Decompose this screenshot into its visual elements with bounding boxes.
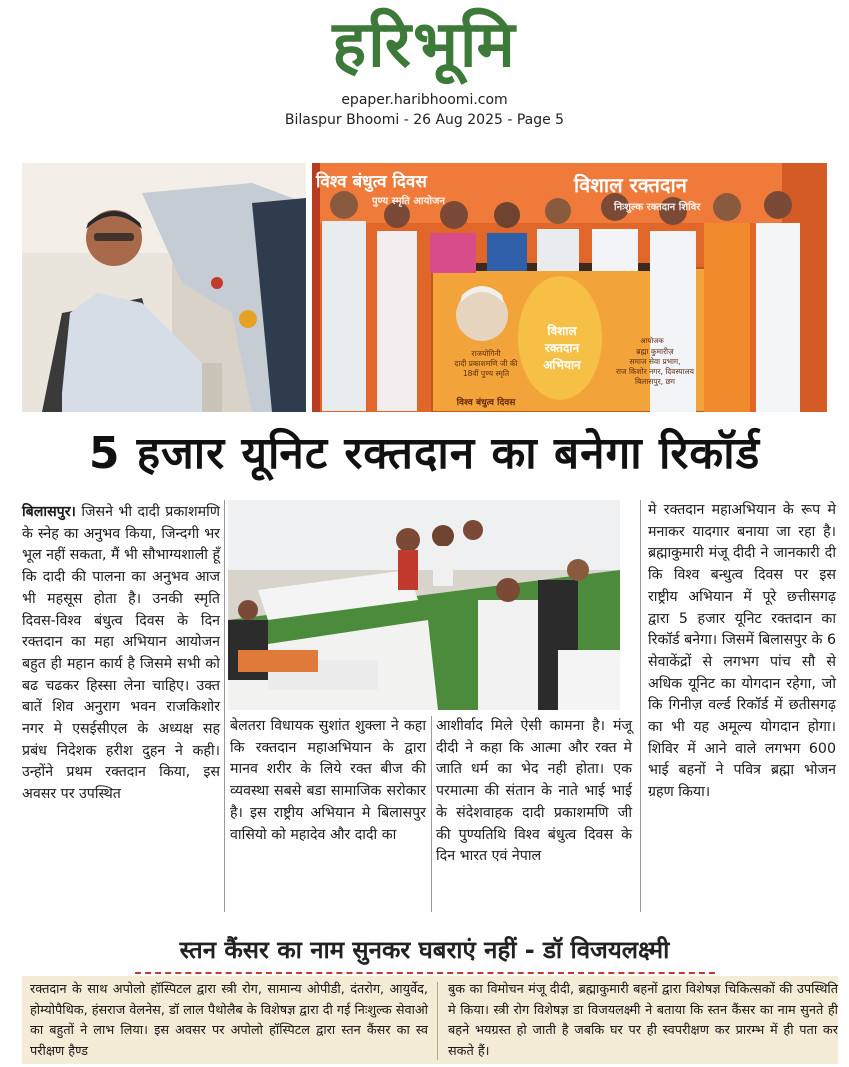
epaper-url[interactable]: epaper.haribhoomi.com [341,92,508,108]
sidebar-headline-underline [135,972,715,974]
poster-right-line: समाज सेवा प्रभाग, [629,357,681,366]
poster-left-line: राजयोगिनी [471,349,501,358]
article-column-2b-text: आशीर्वाद मिले ऐसी कामना है। मंजू दीदी ने कहा कि आत्मा और रक्त मे जाति धर्म का भेद नही होता। एक परमात्मा की संतान के नाते भाई भाई के संदेशवाहक दादी प्रकाशमणि जी की पुण्यतिथि विश्व बंधुत्व दिवस के दिन भारत एवं नेपाल [436,718,632,865]
poster-left-footer: विश्व बंधुत्व दिवस [456,398,516,408]
poster-mid-line: विशाल [547,324,577,338]
banner-subtitle-right: निःशुल्क रक्तदान शिविर [614,202,701,213]
poster-left-line: दादी प्रकाशमणि जी की [454,359,518,368]
dateline: बिलासपुर। [22,504,76,520]
donation-hall-photo [228,500,620,710]
banner-title-left: विश्व बंधुत्व दिवस [316,172,427,192]
masthead [0,0,849,140]
article-column-2a-text: बेलतरा विधायक सुशांत शुक्ला ने कहा कि रक्तदान महाअभियान के द्वारा मानव शरीर के लिये रक्त बीज की व्यवस्था सबसे बडा सामाजिक सरोकार है। इस राष्ट्रीय अभियान मे बिलासपुर वासियो को महादेव और दादी का [230,718,426,843]
article-column-1 [22,502,220,912]
blood-donor-illustration [22,163,306,412]
poster-mid-line: अभियान [543,358,581,372]
poster-right-line: राज किशोर नगर, दिवस्पालय [615,367,695,376]
article-column-2a [230,716,426,912]
poster-right-line: ब्रह्मा कुमारीज़ [636,347,674,356]
sidebar-divider [437,982,438,1060]
column-divider [431,716,432,912]
article-column-1-text: जिसने भी दादी प्रकाशमणि के स्नेह का अनुभव किया, जिन्दगी भर भूल नहीं सकता, मैं भी सौभाग्यशाली हूँ कि दादी की पालना का अनुभव आज भी महसूस होता है। उनकी स्मृति दिवस-विश्व बंधुत्व दिवस के दिन रक्तदान का महा अभियान आयोजन बहुत ही महान कार्य है जिसमे सभी को बढ चढकर हिस्सा लेना चाहिए। उक्त बातें शिव अनुराग भवन राजकिशोर नगर मे एसईसीएल के अध्यक्ष सह प्रबंध निदेशक हरीश दुहन ने कही। उन्होंने प्रथम रक्तदान किया, इस अवसर पर उपस्थित [22,504,221,803]
edition-line: Bilaspur Bhoomi - 26 Aug 2025 - Page 5 [284,112,565,128]
sidebar-box [22,976,838,1064]
sidebar-column-b: बुक का विमोचन मंजू दीदी, ब्रह्माकुमारी बहनों द्वारा विशेषज्ञ चिकित्सकों की उपस्थिति मे किया। स्त्री रोग विशेषज्ञ डा विजयलक्ष्मी ने बताया कि स्तन कैंसर का नाम सुनते ही बहने भयग्रस्त हो जाती है जबकि घर पर ही स्वपरीक्षण कर प्रारम्भ में ही पता कर सकते हैं। [448,982,838,1059]
blood-donor-photo [22,163,306,412]
banner-title-right: विशाल रक्तदान [574,173,687,197]
sidebar-headline: स्तन कैंसर का नाम सुनकर घबराएं नहीं - डॉ विजयलक्ष्मी [179,936,670,964]
poster-right-line: बिलासपुर, छग [635,377,675,386]
poster-mid-line: रक्तदान [544,341,580,355]
sidebar-column-a: रक्तदान के साथ अपोलो हॉस्पिटल द्वारा स्त्री रोग, सामान्य ओपीडी, दंतरोग, आयुर्वेद, होम्योपैथिक, हंसराज वेलनेस, डॉ लाल पैथोलैब के विशेषज्ञ द्वारा दी गई निःशुल्क सेवाओ का बहुतों ने लाभ लिया। इस अवसर पर अपोलो हॉस्पिटल द्वारा स्तन कैंसर का स्व परीक्षण हैण्ड [30,982,428,1059]
poster-left-line: 18वीं पुण्य स्मृति [462,369,510,378]
article-column-3 [648,500,836,912]
donation-hall-illustration [228,500,620,710]
newspaper-logo: हरिभूमि [332,8,517,82]
article-column-3-text: मे रक्तदान महाअभियान के रूप मे मनाकर यादगार बनाया जा रहा है। ब्रह्माकुमारी मंजू दीदी ने जानकारी दी कि विश्व बन्धुत्व दिवस पर इस राष्ट्रीय अभियान में पूरे छत्तीसगढ़ द्वारा 5 हजार यूनिट रक्तदान का रिकॉर्ड बनेगा। जिसमें बिलासपुर के 6 सेवाकेंद्रों से लगभग पांच सौ से अधिक यूनिट का योगदान रहेगा, जो कि गिनीज़ वर्ल्ड रिकॉर्ड में छतीसगढ़ का भी यह अमूल्य योगदान होगा। शिविर में आने वाले लगभग 600 भाई बहनों ने पवित्र ब्रह्मा भोजन ग्रहण किया। [648,502,836,801]
poster-right-label: आयोजक [640,337,664,345]
poster-left-text [440,349,532,379]
column-divider [224,500,225,912]
article-column-2b [436,716,632,912]
poster-mid-text [532,323,592,374]
poster-right-text [604,347,706,387]
column-divider [640,500,641,912]
main-headline: 5 हजार यूनिट रक्तदान का बनेगा रिकॉर्ड [88,428,761,479]
banner-subtitle-left: पुण्य स्मृति आयोजन [372,196,445,207]
stage-event-photo [312,163,827,412]
